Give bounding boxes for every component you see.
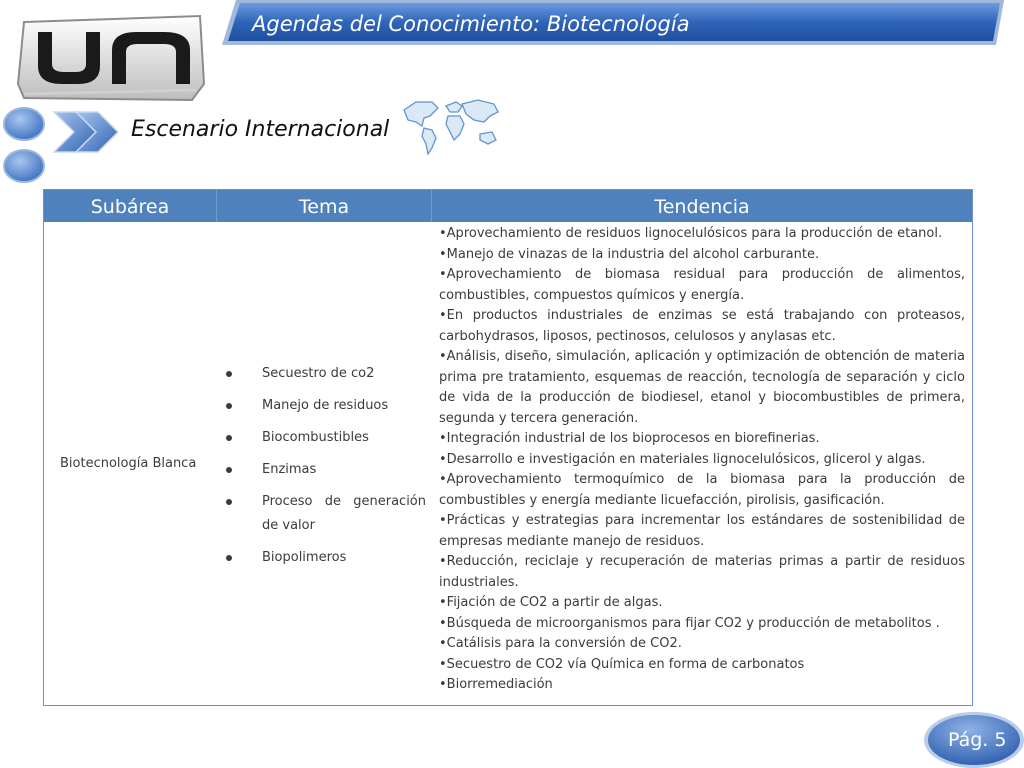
tema-text: Secuestro de co2 [262,366,375,381]
tema-text: Manejo de residuos [262,398,389,413]
tendencia-item: •Catálisis para la conversión de CO2. [439,636,682,651]
subarea-cell: Biotecnología Blanca [60,456,197,471]
section-title: Escenario Internacional [131,117,390,142]
header-title: Agendas del Conocimiento: Biotecnología [252,12,690,36]
list-item [222,490,426,538]
page-number: Pág. 5 [948,729,1007,751]
decorative-bullets [0,104,130,186]
tendencia-item: •Secuestro de CO2 vía Química en forma de carbonatos [439,656,805,672]
bullet-icon [226,555,232,561]
bullet-icon [226,371,232,377]
tendencia-item: •Reducción, reciclaje y recuperación de materias primas a partir de residuos industriales. [439,554,965,590]
bullet-icon [226,499,232,505]
world-map-icon [398,96,502,156]
bullet-icon [226,403,232,409]
tendencia-item: •Manejo de vinazas de la industria del alcohol carburante. [439,246,820,262]
tendencia-item: •Aprovechamiento de residuos lignocelulósicos para la producción de etanol. [439,226,943,241]
list-item [222,458,426,482]
tema-text: Proceso de generación de valor [262,494,426,533]
un-logo [14,14,206,104]
tendencia-item: •Biorremediación [439,677,553,692]
tendencia-list [439,224,965,696]
tendencia-item: •Fijación de CO2 a partir de algas. [439,595,663,610]
trends-table [43,189,973,706]
tema-text: Biocombustibles [262,430,369,445]
tema-list [222,362,426,578]
list-item [222,426,426,450]
tendencia-item: •Aprovechamiento de biomasa residual para producción de alimentos, combustibles, compuestos químicos y energía. [439,267,965,303]
bullet-icon [226,467,232,473]
table-header [44,190,972,222]
tema-text: Enzimas [262,462,317,477]
header-subarea: Subárea [90,196,170,218]
header-tema: Tema [298,196,350,218]
tendencia-item: •Análisis, diseño, simulación, aplicación y optimización de obtención de materia prima pre tratamiento, esquemas de reacción, tecnología de separación y ciclo de vida de la producción de biodiesel, etanol y biocombustibles de primera, segunda y tercera generación. [439,349,965,426]
tendencia-item: •Aprovechamiento termoquímico de la biomasa para la producción de combustibles y energía mediante licuefacción, pirolisis, gasificación. [439,472,965,508]
list-item [222,362,426,386]
tendencia-item: •Desarrollo e investigación en materiales lignocelulósicos, glicerol y algas. [439,451,926,467]
header-tendencia: Tendencia [654,196,750,218]
tendencia-item: •Búsqueda de microorganismos para fijar CO2 y producción de metabolitos . [439,615,940,631]
list-item [222,546,426,570]
list-item [222,394,426,418]
tema-text: Biopolimeros [262,550,347,565]
tendencia-item: •En productos industriales de enzimas se está trabajando con proteasos, carbohydrasos, liposos, pectinosos, celulosos y anylasas etc. [439,308,965,344]
bullet-icon [226,435,232,441]
tendencia-item: •Prácticas y estrategias para incrementar los estándares de sostenibilidad de empresas mediante manejo de residuos. [439,513,965,549]
tendencia-item: •Integración industrial de los bioprocesos en biorefinerias. [439,431,820,446]
